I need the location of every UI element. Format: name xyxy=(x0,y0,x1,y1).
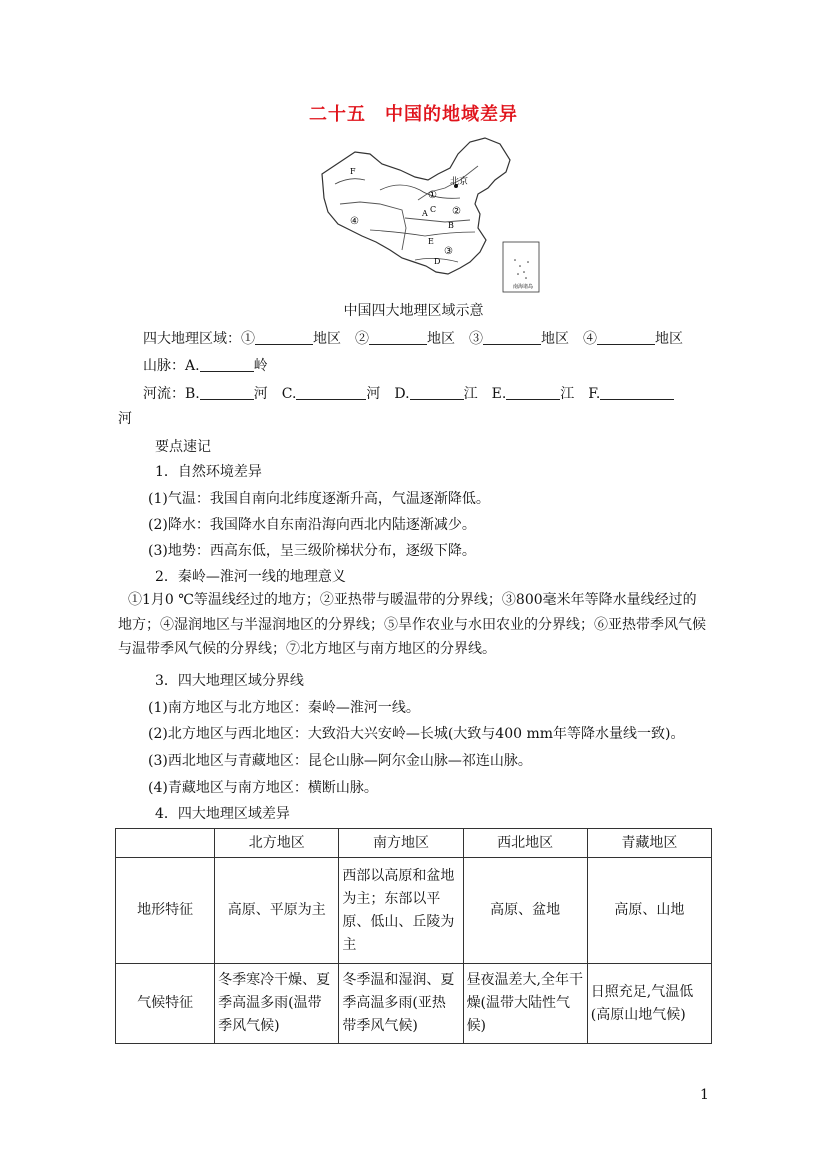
section-3-item-1: (1)南方地区与北方地区：秦岭—淮河一线。 xyxy=(148,700,420,716)
table-cell: 昼夜温差大,全年干燥(温带大陆性气候) xyxy=(463,964,587,1044)
regions-comparison-table xyxy=(115,828,712,1044)
label-region-4: ④ xyxy=(350,216,359,227)
table-cell: 高原、平原为主 xyxy=(215,858,339,964)
inset-label: 南海诸岛 xyxy=(513,284,534,290)
river-huanghe xyxy=(380,185,460,198)
blank-region-2[interactable] xyxy=(369,330,427,345)
table-header-cell xyxy=(116,829,215,858)
label-C: C xyxy=(430,205,437,214)
section-3-heading: 3．四大地理区域分界线 xyxy=(155,673,304,689)
blank-river-c[interactable] xyxy=(296,385,366,400)
blank-river-e[interactable] xyxy=(506,385,560,400)
section-1-item-2: (2)降水：我国降水自东南沿海向西北内陆逐渐减少。 xyxy=(148,517,476,533)
china-regions-map xyxy=(310,132,550,297)
label-F: F xyxy=(350,167,356,176)
label-E: E xyxy=(428,237,434,246)
table-header-cell: 青藏地区 xyxy=(587,829,711,858)
table-cell: 冬季温和湿润、夏季高温多雨(亚热带季风气候) xyxy=(339,964,463,1044)
section-1-item-3: (3)地势：西高东低，呈三级阶梯状分布，逐级下降。 xyxy=(148,543,476,559)
fill-mountains: 山脉：A. 岭 xyxy=(143,358,268,374)
table-header-row xyxy=(116,829,712,858)
river-tarim xyxy=(335,179,365,184)
label-beijing: 北京 xyxy=(450,177,469,187)
page-title: 二十五 中国的地域差异 xyxy=(309,104,518,125)
section-2-body: ①1月0 ℃等温线经过的地方；②亚热带与暖温带的分界线；③800毫米年等降水量线经过的地方；④湿润地区与半湿润地区的分界线；⑤旱作农业与水田农业的分界线；⑥亚热带季风气候与温带季风气候的分界线；⑦北方地区与南方地区的分界线。 xyxy=(118,592,706,657)
map-caption: 中国四大地理区域示意 xyxy=(343,303,484,319)
section-4-heading: 4．四大地理区域差异 xyxy=(155,806,290,822)
blank-river-f[interactable] xyxy=(600,385,674,400)
table-header-cell: 北方地区 xyxy=(215,829,339,858)
section-1-item-1: (1)气温：我国自南向北纬度逐渐升高，气温逐渐降低。 xyxy=(148,491,490,507)
blank-mountain-a[interactable] xyxy=(200,357,254,372)
label-D: D xyxy=(434,257,441,266)
table-header-cell: 南方地区 xyxy=(339,829,463,858)
table-cell: 高原、盆地 xyxy=(463,858,587,964)
table-row-label: 气候特征 xyxy=(116,964,215,1044)
label-region-2: ② xyxy=(452,206,461,217)
label-B: B xyxy=(448,221,454,230)
section-3-item-2: (2)北方地区与西北地区：大致沿大兴安岭—长城(大致与400 mm年等降水量线一致)。 xyxy=(148,726,685,742)
river-changjiang xyxy=(370,230,475,236)
blank-region-3[interactable] xyxy=(483,330,541,345)
page-number: 1 xyxy=(700,1087,709,1103)
china-outline xyxy=(322,138,510,274)
fill-rivers: 河流：B. 河 C. 河 D. 江 E. 江 F. xyxy=(143,383,674,403)
boundary-qinling-huaihe xyxy=(405,218,470,222)
blank-river-d[interactable] xyxy=(410,385,464,400)
table-header-cell: 西北地区 xyxy=(463,829,587,858)
table-row xyxy=(116,858,712,964)
section-2-heading: 2．秦岭—淮河一线的地理意义 xyxy=(155,569,346,585)
section-3-item-3: (3)西北地区与青藏地区：昆仑山脉—阿尔金山脉—祁连山脉。 xyxy=(148,753,532,769)
table-cell: 高原、山地 xyxy=(587,858,711,964)
table-cell: 日照充足,气温低(高原山地气候) xyxy=(587,964,711,1044)
label-A: A xyxy=(422,209,428,218)
label-region-3: ③ xyxy=(444,246,453,257)
table-row-label: 地形特征 xyxy=(116,858,215,964)
blank-river-b[interactable] xyxy=(200,385,254,400)
blank-region-1[interactable] xyxy=(255,330,313,345)
fill-river-f-suffix: 河 xyxy=(118,411,132,427)
fill-regions: 四大地理区域：① 地区 ② 地区 ③ 地区 ④ 地区 xyxy=(143,331,683,347)
section-1-heading: 1．自然环境差异 xyxy=(155,464,262,480)
table-row xyxy=(116,964,712,1044)
label-region-1: ① xyxy=(428,190,437,201)
boundary-north-northwest xyxy=(418,166,478,200)
blank-region-4[interactable] xyxy=(597,330,655,345)
table-cell: 西部以高原和盆地为主；东部以平原、低山、丘陵为主 xyxy=(339,858,463,964)
section-3-item-4: (4)青藏地区与南方地区：横断山脉。 xyxy=(148,780,378,796)
table-cell: 冬季寒冷干燥、夏季高温多雨(温带季风气候) xyxy=(215,964,339,1044)
notes-heading: 要点速记 xyxy=(155,439,211,455)
